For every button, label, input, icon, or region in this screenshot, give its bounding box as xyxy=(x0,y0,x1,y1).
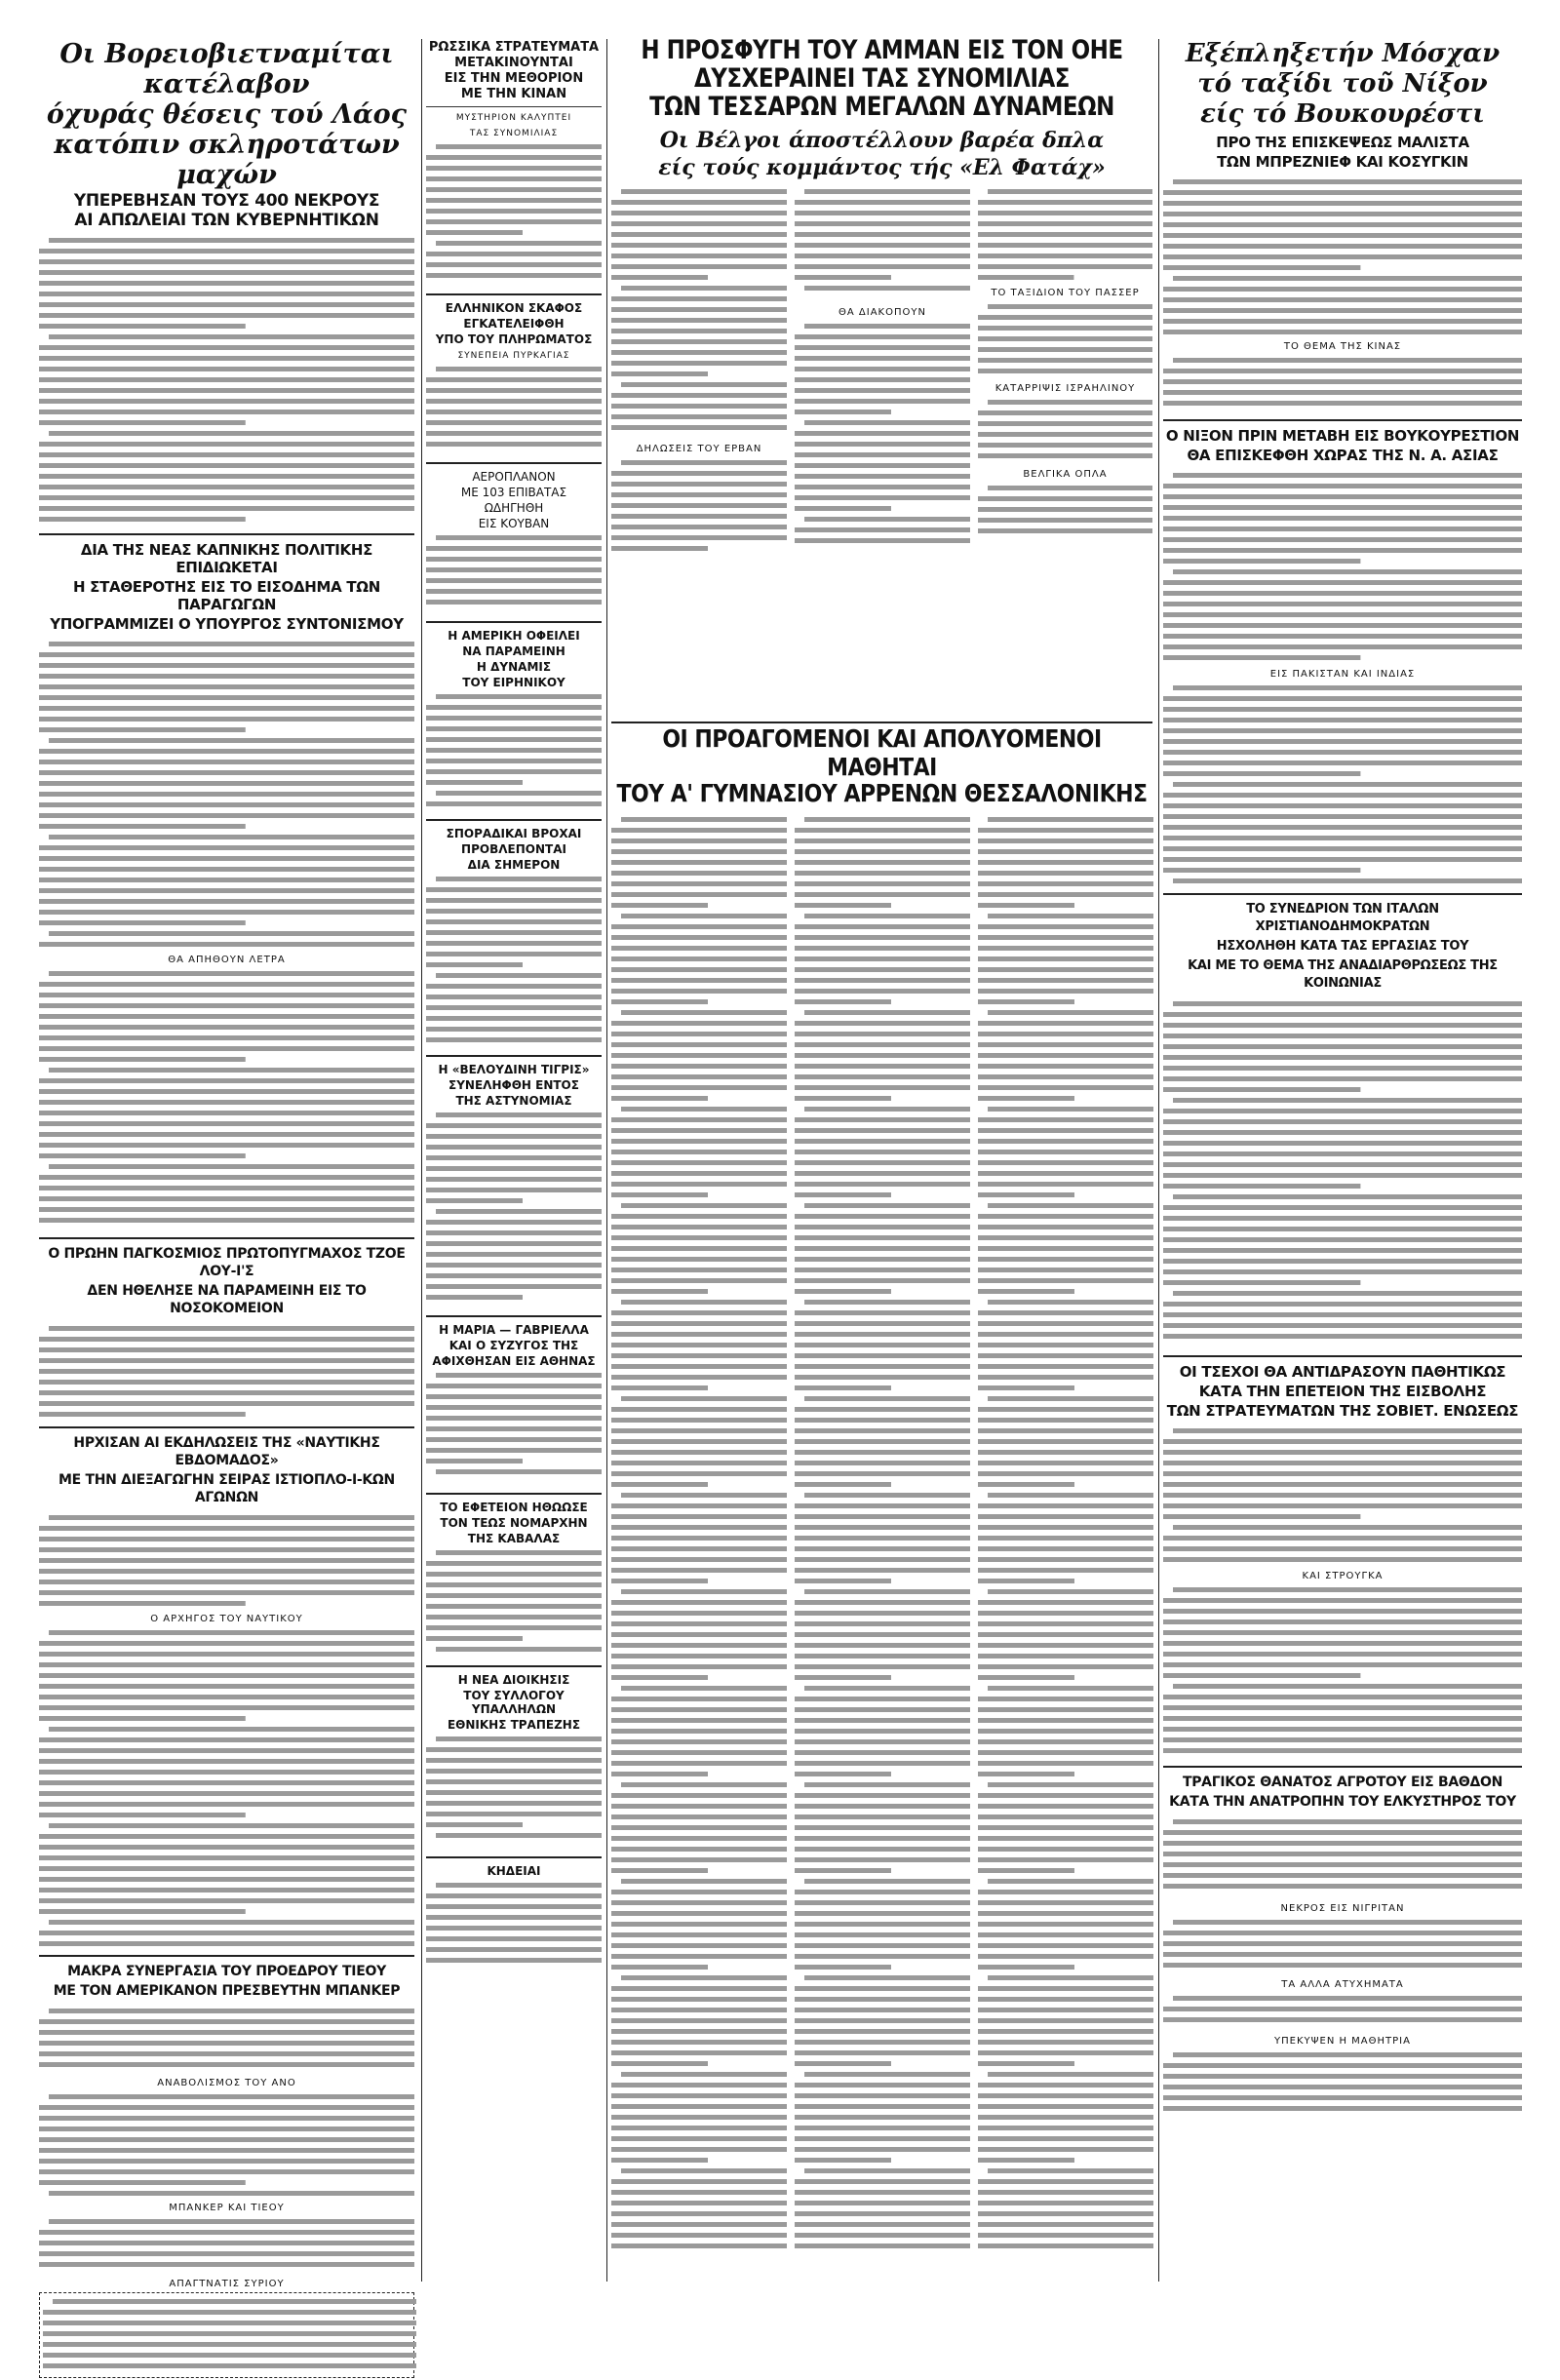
subhead-israeli: ΚΑΤΑΡΡΙΨΙΣ ΙΣΡΑΗΛΙΝΟΥ xyxy=(994,383,1136,394)
headline-maria-1: Η ΜΑΡΙΑ — ΓΑΒΡΙΕΛΛΑ xyxy=(439,1323,589,1337)
headline-farmer-2: ΚΑΤΑ ΤΗΝ ΑΝΑΤΡΟΠΗΝ ΤΟΥ ΕΛΚΥΣΤΗΡΟΣ ΤΟΥ xyxy=(1169,1794,1516,1810)
article-body xyxy=(426,364,602,456)
article-maria-gabriella xyxy=(426,1323,602,1487)
article-court xyxy=(426,1501,602,1659)
headline-ship-1: ΕΛΛΗΝΙΚΟΝ ΣΚΑΦΟΣ xyxy=(445,301,583,315)
subhead-belgians-2: είς τούς κομμάντος τής «Ελ Φατάχ» xyxy=(658,155,1106,180)
article-funerals xyxy=(426,1864,602,1968)
headline-tobacco-1: ΔΙΑ ΤΗΣ ΝΕΑΣ ΚΑΠΝΙΚΗΣ ΠΟΛΙΤΙΚΗΣ ΕΠΙΔΙΩΚΕΤΑΙ xyxy=(80,541,373,576)
headline-joe-louis-2: ΔΕΝ ΗΘΕΛΗΣΕ ΝΑ ΠΑΡΑΜΕΙΝΗ ΕΙΣ ΤΟ ΝΟΣΟΚΟΜΕΙΟΝ xyxy=(87,1283,367,1316)
article-farmer-death xyxy=(1163,1774,1522,2118)
subhead-strougka: ΚΑΙ ΣΤΡΟΥΓΚΑ xyxy=(1302,1571,1384,1581)
article-body xyxy=(39,1627,414,1949)
headline-laos-1: Οι Βορειοβιετναμίται κατέλαβον xyxy=(59,39,394,99)
headline-court-3: ΤΗΣ ΚΑΒΑΛΑΣ xyxy=(467,1532,561,1545)
headline-bank-1: Η ΝΕΑ ΔΙΟΙΚΗΣΙΣ xyxy=(457,1673,570,1687)
student-list xyxy=(611,814,787,2257)
center-students xyxy=(611,722,1152,2282)
headline-soviet-1: ΡΩΣΣΙΚΑ ΣΤΡΑΤΕΥΜΑΤΑ xyxy=(428,40,600,55)
article-body xyxy=(1163,355,1522,413)
headline-laos-2: όχυράς θέσεις τού Λάος xyxy=(46,99,408,130)
column-rule xyxy=(606,39,607,2282)
subhead-thieu-1: ΑΝΑΒΟΛΙΣΜΟΣ ΤΟΥ ΑΝΟ xyxy=(157,2078,296,2088)
subhead-pakistan: ΕΙΣ ΠΑΚΙΣΤΑΝ ΚΑΙ ΙΝΔΙΑΣ xyxy=(1269,669,1416,680)
article-body xyxy=(978,301,1152,379)
headline-italian-3: ΚΑΙ ΜΕ ΤΟ ΘΕΜΑ ΤΗΣ ΑΝΑΔΙΑΡΘΡΩΣΕΩΣ ΤΗΣ ΚΟΙΝΩΝΙΑΣ xyxy=(1188,958,1498,991)
subhead-passer: ΤΟ ΤΑΞΙΔΙΟΝ ΤΟΥ ΠΑΣΣΕΡ xyxy=(991,288,1140,298)
headline-czechs-2: ΚΑΤΑ ΤΗΝ ΕΠΕΤΕΙΟΝ ΤΗΣ ΕΙΣΒΟΛΗΣ xyxy=(1198,1383,1487,1400)
headline-airplane-4: ΕΙΣ ΚΟΥΒΑΝ xyxy=(478,517,550,530)
student-list xyxy=(795,814,970,2257)
article-body xyxy=(426,1734,602,1851)
headline-pacific-1: Η ΑΜΕΡΙΚΗ ΟΦΕΙΛΕΙ xyxy=(448,629,580,643)
headline-nixon-2: τό ταξίδι τοῦ Νίξον xyxy=(1197,69,1488,98)
article-body xyxy=(611,457,787,555)
headline-thieu-2: ΜΕ ΤΟΝ ΑΜΕΡΙΚΑΝΟΝ ΠΡΕΣΒΕΥΤΗΝ ΜΠΑΝΚΕΡ xyxy=(53,1983,401,1999)
subhead-interrupt: ΘΑ ΔΙΑΚΟΠΟΥΝ xyxy=(838,307,926,318)
headline-maria-3: ΑΦΙΧΘΗΣΑΝ ΕΙΣ ΑΘΗΝΑΣ xyxy=(432,1354,596,1368)
headline-naval-week-2: ΜΕ ΤΗΝ ΔΙΕΞΑΓΩΓΗΝ ΣΕΙΡΑΣ ΙΣΤΙΟΠΛΟ-Ι-ΚΩΝ ΑΓΩΝΩΝ xyxy=(58,1472,395,1505)
headline-airplane-2: ΜΕ 103 ΕΠΙΒΑΤΑΣ xyxy=(460,486,567,499)
article-italian-cd xyxy=(1163,901,1522,1349)
article-nixon-asia xyxy=(1163,427,1522,887)
headline-nixon-asia-1: Ο ΝΙΞΟΝ ΠΡΙΝ ΜΕΤΑΒΗ ΕΙΣ ΒΟΥΚΟΥΡΕΣΤΙΟΝ xyxy=(1165,427,1520,445)
article-airplane xyxy=(426,470,602,615)
headline-soviet-2: ΜΕΤΑΚΙΝΟΥΝΤΑΙ xyxy=(454,56,573,70)
subhead-ship: ΣΥΝΕΠΕΙΑ ΠΥΡΚΑΓΙΑΣ xyxy=(457,351,570,361)
article-naval-week xyxy=(39,1434,414,1949)
headline-nixon-1: Εξέπληξετήν Μόσχαν xyxy=(1185,39,1501,68)
article-body xyxy=(978,186,1152,284)
article-body xyxy=(1163,998,1522,1349)
article-czechs xyxy=(1163,1363,1522,1760)
headline-naval-week-1: ΗΡΧΙΣΑΝ ΑΙ ΕΚΔΗΛΩΣΕΙΣ ΤΗΣ «ΝΑΥΤΙΚΗΣ ΕΒΔΟΜΑΔΟΣ» xyxy=(73,1435,380,1468)
article-pacific xyxy=(426,629,602,813)
headline-weather-1: ΣΠΟΡΑΔΙΚΑΙ ΒΡΟΧΑΙ xyxy=(446,827,582,840)
headline-bank-3: ΕΘΝΙΚΗΣ ΤΡΑΠΕΖΗΣ xyxy=(447,1718,581,1732)
headline-students-1: ΟΙ ΠΡΟΑΓΟΜΕΝΟΙ ΚΑΙ ΑΠΟΛΥΟΜΕΝΟΙ ΜΑΘΗΤΑΙ xyxy=(662,725,1102,782)
headline-funerals: ΚΗΔΕΙΑΙ xyxy=(487,1864,541,1878)
article-joe-louis xyxy=(39,1245,414,1421)
article-tobacco xyxy=(39,541,414,1231)
article-soviet-troops xyxy=(426,41,602,288)
article-body xyxy=(1163,1917,1522,1975)
article-body xyxy=(1163,1816,1522,1899)
headline-pacific-4: ΤΟΥ ΕΙΡΗΝΙΚΟΥ xyxy=(462,676,566,689)
column-rule xyxy=(1158,39,1159,2282)
article-body xyxy=(1163,683,1522,887)
headline-farmer-1: ΤΡΑΓΙΚΟΣ ΘΑΝΑΤΟΣ ΑΓΡΟΤΟΥ ΕΙΣ ΒΑΘΔΟΝ xyxy=(1182,1775,1503,1790)
article-body xyxy=(426,532,602,615)
article-bank-union xyxy=(426,1673,602,1851)
article-body xyxy=(426,874,602,1049)
subhead-laos-2: ΑΙ ΑΠΩΛΕΙΑΙ ΤΩΝ ΚΥΒΕΡΝΗΤΙΚΩΝ xyxy=(74,211,379,230)
subhead-belgians-1: Οι Βέλγοι άποστέλλουν βαρέα δπλα xyxy=(659,128,1105,153)
subhead-thieu-2: ΜΠΑΝΚΕΡ ΚΑΙ ΤΙΕΟΥ xyxy=(169,2203,285,2213)
headline-ship-3: ΥΠΟ ΤΟΥ ΠΛΗΡΩΜΑΤΟΣ xyxy=(435,332,593,346)
boxed-notice xyxy=(39,2292,414,2378)
article-body xyxy=(1163,2049,1522,2118)
article-body xyxy=(426,141,602,288)
headline-weather-2: ΠΡΟΒΛΕΠΟΝΤΑΙ xyxy=(461,842,566,856)
subhead-belgian-arms: ΒΕΛΓΙΚΑ ΟΠΛΑ xyxy=(1023,469,1108,480)
headline-nixon-3: είς τό Βουκουρέστι xyxy=(1200,99,1485,129)
subhead-soviet-2: ΤΑΣ ΣΥΝΟΜΙΛΙΑΣ xyxy=(469,129,559,138)
article-body xyxy=(1163,1993,1522,2032)
headline-students-2: ΤΟΥ Α' ΓΥΜΝΑΣΙΟΥ ΑΡΡΕΝΩΝ ΘΕΣΣΑΛΟΝΙΚΗΣ xyxy=(616,780,1148,808)
headline-soviet-3: ΕΙΣ ΤΗΝ ΜΕΘΟΡΙΟΝ xyxy=(444,71,584,86)
headline-czechs-1: ΟΙ ΤΣΕΧΟΙ ΘΑ ΑΝΤΙΔΡΑΣΟΥΝ ΠΑΘΗΤΙΚΩΣ xyxy=(1179,1363,1506,1381)
article-thieu xyxy=(39,1963,414,2378)
article-body xyxy=(1163,176,1522,337)
headline-tiger-3: ΤΗΣ ΑΣΤΥΝΟΜΙΑΣ xyxy=(455,1094,572,1108)
subhead-china: ΤΟ ΘΕΜΑ ΤΗΣ ΚΙΝΑΣ xyxy=(1283,341,1402,352)
column-1 xyxy=(39,39,414,2289)
headline-italian-1: ΤΟ ΣΥΝΕΔΡΙΟΝ ΤΩΝ ΙΤΑΛΩΝ ΧΡΙΣΤΙΑΝΟΔΗΜΟΚΡΑΤΩΝ xyxy=(1246,902,1439,934)
headline-tiger-1: Η «ΒΕΛΟΥΔΙΝΗ ΤΙΓΡΙΣ» xyxy=(438,1063,590,1076)
subhead-nigrita: ΝΕΚΡΟΣ ΕΙΣ ΝΙΓΡΙΤΑΝ xyxy=(1280,1903,1405,1914)
article-body xyxy=(426,1547,602,1659)
subhead-tobacco: ΘΑ ΑΠΗΘΟΥΝ ΛΕΤΡΑ xyxy=(168,955,286,965)
article-body xyxy=(1163,1425,1522,1567)
headline-soviet-4: ΜΕ ΤΗΝ ΚΙΝΑΝ xyxy=(460,87,567,101)
article-nixon-bucharest xyxy=(1163,39,1522,413)
headline-laos-3: κατόπιν σκληροτάτων μαχών xyxy=(54,130,400,190)
article-body xyxy=(795,321,970,555)
article-body xyxy=(426,1370,602,1487)
headline-amman-3: ΤΩΝ ΤΕΣΣΑΡΩΝ ΜΕΓΑΛΩΝ ΔΥΝΑΜΕΩΝ xyxy=(649,92,1114,122)
headline-joe-louis-1: Ο ΠΡΩΗΝ ΠΑΓΚΟΣΜΙΟΣ ΠΡΩΤΟΠΥΓΜΑΧΟΣ ΤΖΟΕ ΛΟΥ-Ι'Σ xyxy=(48,1246,406,1279)
headline-court-2: ΤΟΝ ΤΕΩΣ ΝΟΜΑΡΧΗΝ xyxy=(440,1516,588,1530)
headline-thieu-1: ΜΑΚΡΑ ΣΥΝΕΡΓΑΣΙΑ ΤΟΥ ΠΡΟΕΔΡΟΥ ΤΙΕΟΥ xyxy=(67,1964,386,1979)
headline-amman-1: Η ΠΡΟΣΦΥΓΗ ΤΟΥ ΑΜΜΑΝ ΕΙΣ ΤΟΝ ΟΗΕ xyxy=(641,35,1123,65)
article-body xyxy=(39,2006,414,2074)
article-body xyxy=(39,1323,414,1421)
headline-bank-2: ΤΟΥ ΣΥΛΛΟΓΟΥ ΥΠΑΛΛΗΛΩΝ xyxy=(463,1689,565,1716)
headline-tiger-2: ΣΥΝΕΛΗΦΘΗ ΕΝΤΟΣ xyxy=(448,1078,579,1092)
article-body xyxy=(978,397,1152,465)
article-body xyxy=(1163,1584,1522,1760)
column-rule xyxy=(421,39,422,2282)
subhead-student-died: ΥΠΕΚΥΨΕΝ Η ΜΑΘΗΤΡΙΑ xyxy=(1274,2036,1411,2047)
subhead-soviet-1: ΜΥΣΤΗΡΙΟΝ ΚΑΛΥΠΤΕΙ xyxy=(455,113,572,123)
headline-weather-3: ΔΙΑ ΣΗΜΕΡΟΝ xyxy=(467,858,561,872)
column-4 xyxy=(1163,39,1522,2282)
article-laos xyxy=(39,39,414,527)
article-body xyxy=(39,2216,414,2275)
subhead-nixon-1: ΠΡΟ ΤΗΣ ΕΠΙΣΚΕΨΕΩΣ ΜΑΛΙΣΤΑ xyxy=(1216,134,1469,151)
article-greek-ship xyxy=(426,301,602,456)
headline-italian-2: ΗΣΧΟΛΗΘΗ ΚΑΤΑ ΤΑΣ ΕΡΓΑΣΙΑΣ ΤΟΥ xyxy=(1216,939,1469,954)
article-body xyxy=(1163,470,1522,665)
article-body xyxy=(795,186,970,303)
article-body xyxy=(426,1880,602,1968)
article-velvet-tiger xyxy=(426,1063,602,1309)
subhead-naval-chief: Ο ΑΡΧΗΓΟΣ ΤΟΥ ΝΑΥΤΙΚΟΥ xyxy=(150,1614,303,1624)
headline-pacific-3: Η ΔΥΝΑΜΙΣ xyxy=(476,660,552,674)
subhead-laos-1: ΥΠΕΡΕΒΗΣΑΝ ΤΟΥΣ 400 ΝΕΚΡΟΥΣ xyxy=(73,191,380,211)
article-body xyxy=(426,691,602,813)
article-body xyxy=(39,639,414,951)
headline-court-1: ΤΟ ΕΦΕΤΕΙΟΝ ΗΘΩΩΣΕ xyxy=(440,1501,588,1514)
headline-airplane-3: ΩΔΗΓΗΘΗ xyxy=(484,501,544,515)
subhead-other-accidents: ΤΑ ΑΛΛΑ ΑΤΥΧΗΜΑΤΑ xyxy=(1281,1979,1404,1990)
article-body xyxy=(426,1110,602,1309)
headline-tobacco-2: Η ΣΤΑΘΕΡΟΤΗΣ ΕΙΣ ΤΟ ΕΙΣΟΔΗΜΑ ΤΩΝ ΠΑΡΑΓΩΓΩΝ xyxy=(72,578,381,613)
article-body xyxy=(39,1512,414,1610)
article-body xyxy=(39,2091,414,2199)
article-body xyxy=(611,186,787,440)
article-weather xyxy=(426,827,602,1049)
article-body xyxy=(978,483,1152,541)
headline-amman-2: ΔΥΣΧΕΡΑΙΝΕΙ ΤΑΣ ΣΥΝΟΜΙΛΙΑΣ xyxy=(693,63,1071,94)
headline-nixon-asia-2: ΘΑ ΕΠΙΣΚΕΦΘΗ ΧΩΡΑΣ ΤΗΣ Ν. Α. ΑΣΙΑΣ xyxy=(1187,447,1499,464)
headline-czechs-3: ΤΩΝ ΣΤΡΑΤΕΥΜΑΤΩΝ ΤΗΣ ΣΟΒΙΕΤ. ΕΝΩΣΕΩΣ xyxy=(1166,1402,1519,1420)
subhead-thieu-3: ΑΠΑΓΤΝΑΤΙΣ ΣΥΡΙΟΥ xyxy=(169,2279,285,2289)
subhead-nixon-2: ΤΩΝ ΜΠΡΕΖΝΙΕΦ ΚΑΙ ΚΟΣΥΓΚΙΝ xyxy=(1217,153,1468,171)
column-2 xyxy=(426,39,602,2282)
subhead-erban: ΔΗΛΩΣΕΙΣ ΤΟΥ ΕΡΒΑΝ xyxy=(636,444,762,454)
headline-ship-2: ΕΓΚΑΤΕΛΕΙΦΘΗ xyxy=(463,317,565,331)
article-body xyxy=(39,968,414,1231)
headline-tobacco-3: ΥΠΟΓΡΑΜΜΙΖΕΙ Ο ΥΠΟΥΡΓΟΣ ΣΥΝΤΟΝΙΣΜΟΥ xyxy=(50,615,404,633)
student-list xyxy=(978,814,1153,2257)
headline-pacific-2: ΝΑ ΠΑΡΑΜΕΙΝΗ xyxy=(462,644,566,658)
center-top xyxy=(611,35,1152,722)
headline-maria-2: ΚΑΙ Ο ΣΥΖΥΓΟΣ ΤΗΣ xyxy=(448,1339,579,1352)
headline-airplane-1: ΑΕΡΟΠΛΑΝΟΝ xyxy=(472,470,556,484)
article-body xyxy=(39,235,414,527)
